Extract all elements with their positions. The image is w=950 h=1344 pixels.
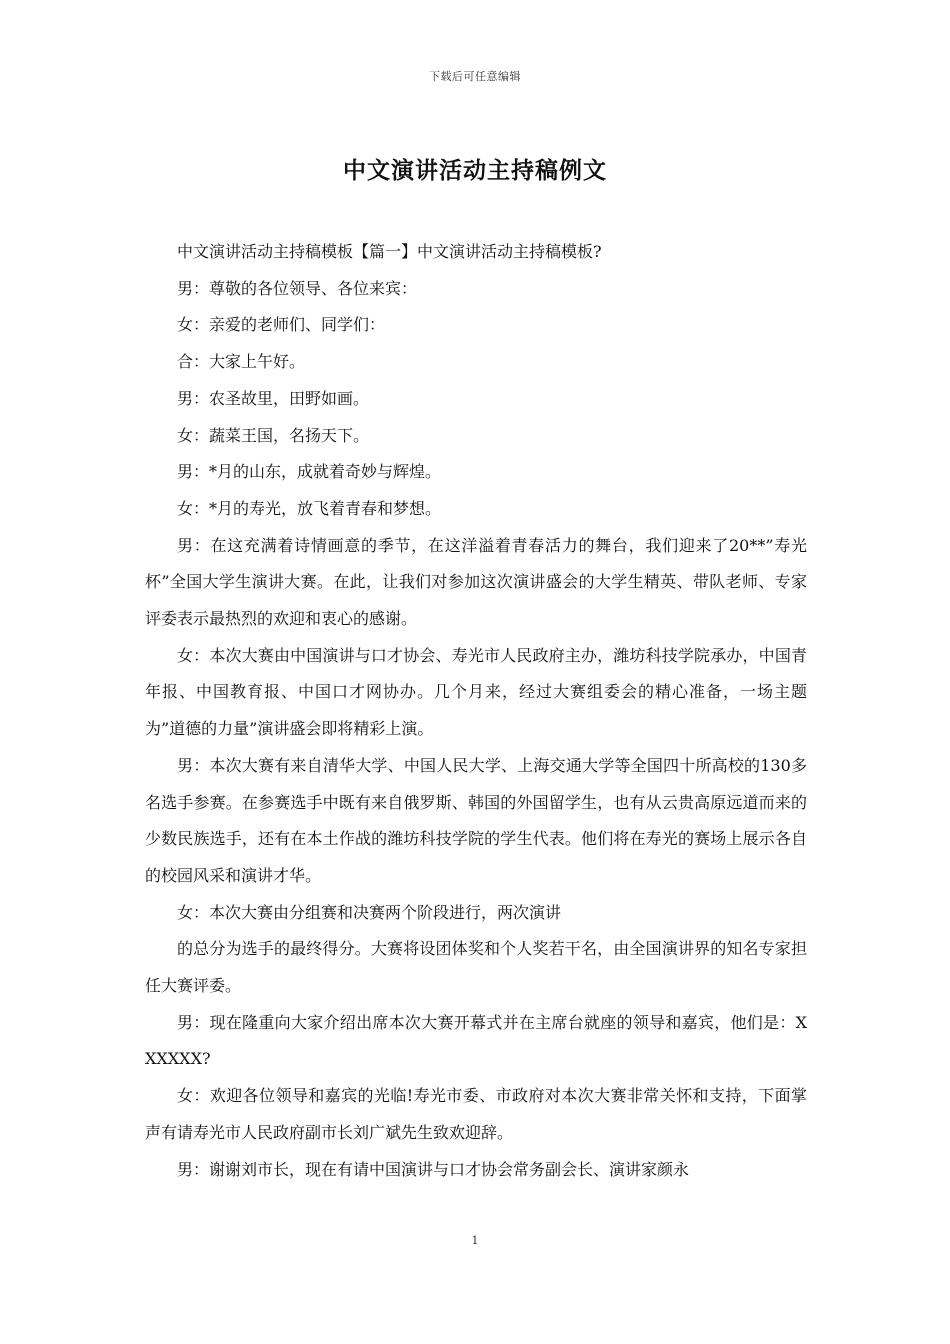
paragraph-1: 中文演讲活动主持稿模板【篇一】中文演讲活动主持稿模板? <box>177 242 602 261</box>
paragraph-11: 男：本次大赛有来自清华大学、中国人民大学、上海交通大学等全国四十所高校的130多名选手参赛。在参赛选手中既有来自俄罗斯、韩国的外国留学生，也有从云贵高原远道而来的少数民族选手，还有在本土作战的潍坊科技学院的学生代表。他们将在寿光的赛场上展示各自的校园风采和演讲才华。 <box>145 755 807 885</box>
paragraph-7: 男：*月的山东，成就着奇妙与辉煌。 <box>177 462 442 482</box>
document-title: 中文演讲活动主持稿例文 <box>343 157 607 184</box>
paragraph-10: 女：本次大赛由中国演讲与口才协会、寿光市人民政府主办，潍坊科技学院承办，中国青年报、中国教育报、中国口才网协办。几个月来，经过大赛组委会的精心准备，一场主题为”道德的力量”演讲盛会即将精彩上演。 <box>145 645 807 739</box>
document-body <box>145 234 807 1188</box>
paragraph-12: 女：本次大赛由分组赛和决赛两个阶段进行，两次演讲 <box>177 902 562 922</box>
paragraph-13: 的总分为选手的最终得分。大赛将设团体奖和个人奖若干名，由全国演讲界的知名专家担任大赛评委。 <box>145 939 807 996</box>
paragraph-3: 女：亲爱的老师们、同学们： <box>177 315 386 335</box>
page-number: 1 <box>471 1234 479 1247</box>
paragraph-2: 男：尊敬的各位领导、各位来宾： <box>177 278 418 298</box>
paragraph-15: 女：欢迎各位领导和嘉宾的光临!寿光市委、市政府对本次大赛非常关怀和支持，下面掌声有请寿光市人民政府副市长刘广斌先生致欢迎辞。 <box>145 1086 807 1142</box>
paragraph-5: 男：农圣故里，田野如画。 <box>177 388 370 408</box>
paragraph-14: 男：现在隆重向大家介绍出席本次大赛开幕式并在主席台就座的领导和嘉宾，他们是：XXXXXX? <box>145 1012 807 1069</box>
paragraph-6: 女：蔬菜王国，名扬天下。 <box>177 425 370 445</box>
paragraph-16: 男：谢谢刘市长，现在有请中国演讲与口才协会常务副会长、演讲家颜永 <box>177 1159 690 1179</box>
paragraph-8: 女：*月的寿光，放飞着青春和梦想。 <box>177 498 442 518</box>
header-note: 下载后可任意编辑 <box>429 70 521 83</box>
paragraph-4: 合：大家上午好。 <box>177 352 306 372</box>
paragraph-9: 男：在这充满着诗情画意的季节，在这洋溢着青春活力的舞台，我们迎来了20**”寿光杯”全国大学生演讲大赛。在此，让我们对参加这次演讲盛会的大学生精英、带队老师、专家评委表示最热烈的欢迎和衷心的感谢。 <box>145 535 807 629</box>
